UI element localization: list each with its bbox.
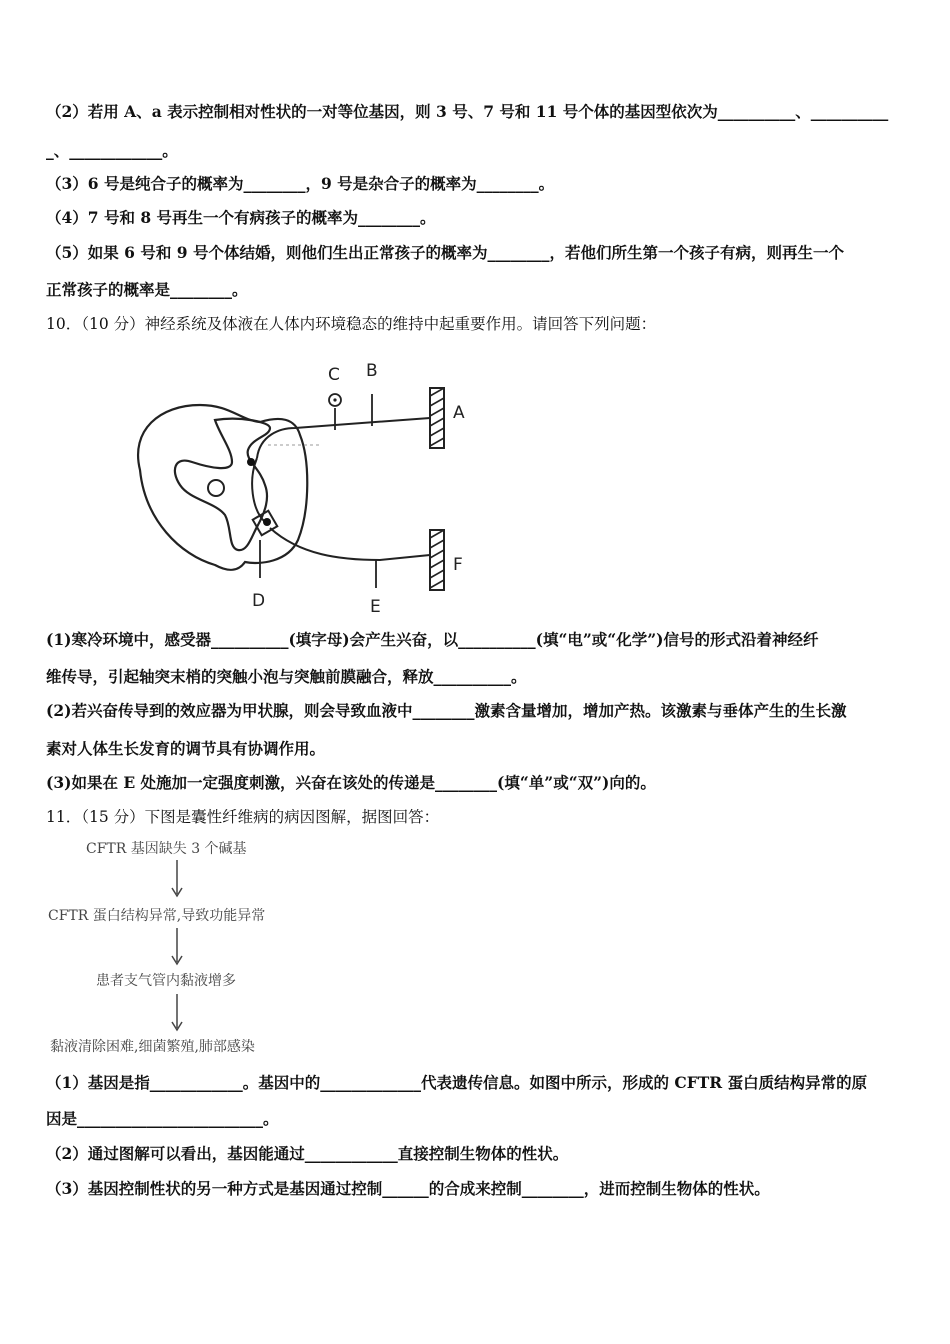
afferent-fiber	[257, 418, 430, 458]
flow-arrow-2	[170, 928, 184, 966]
q9-part5-line1: （5）如果 6 号和 9 号个体结婚，则他们生出正常孩子的概率为________，若他们所生第一个孩子有病，则再生一个	[46, 243, 844, 262]
q9-part3: （3）6 号是纯合子的概率为________，9 号是杂合子的概率为________。	[46, 174, 555, 193]
q10-part3: (3)如果在 E 处施加一定强度刺激，兴奋在该处的传递是________(填“单”或“双”)向的。	[46, 773, 656, 792]
flow-arrow-1	[170, 860, 184, 898]
q11-title: 11．（15 分）下图是囊性纤维病的病因图解，据图回答：	[46, 808, 440, 826]
label-b: B	[366, 361, 378, 381]
flow-step-2: CFTR 蛋白结构异常,导致功能异常	[48, 908, 266, 924]
reflex-arc-diagram	[120, 350, 480, 620]
efferent-fiber	[270, 528, 430, 560]
q10-part1-line2: 维传导，引起轴突末梢的突触小泡与突触前膜融合，释放__________。	[46, 667, 527, 686]
label-c: C	[328, 365, 340, 385]
label-a: A	[453, 403, 465, 423]
structure-a	[430, 388, 444, 448]
label-d: D	[252, 591, 266, 611]
structure-f	[430, 530, 444, 590]
q9-part4: （4）7 号和 8 号再生一个有病孩子的概率为________。	[46, 208, 436, 227]
q10-part2-line1: (2)若兴奋传导到的效应器为甲状腺，则会导致血液中________激素含量增加，增加产热。该激素与垂体产生的生长激	[46, 701, 847, 720]
flow-step-4: 黏液清除困难,细菌繁殖,肺部感染	[50, 1039, 255, 1055]
central-canal	[208, 480, 224, 496]
q10-part1-line1: (1)寒冷环境中，感受器__________(填字母)会产生兴奋，以__________(填“电”或“化学”)信号的形式沿着神经纤	[46, 630, 819, 649]
q9-part5-line2: 正常孩子的概率是________。	[46, 280, 248, 299]
flow-step-1: CFTR 基因缺失 3 个碱基	[86, 841, 247, 857]
q11-part2: （2）通过图解可以看出，基因能通过____________直接控制生物体的性状。	[46, 1144, 569, 1163]
flow-step-3: 患者支气管内黏液增多	[96, 973, 236, 989]
q10-part2-line2: 素对人体生长发育的调节具有协调作用。	[46, 739, 326, 758]
q11-part1-line1: （1）基因是指____________。基因中的_____________代表遗传信息。如图中所示，形成的 CFTR 蛋白质结构异常的原	[46, 1073, 868, 1092]
flow-arrow-3	[170, 994, 184, 1032]
synapse-dot-upper	[247, 458, 255, 466]
label-e: E	[370, 597, 381, 617]
label-f: F	[453, 555, 463, 575]
q9-part2-line1: （2）若用 A、a 表示控制相对性状的一对等位基因，则 3 号、7 号和 11 号个体的基因型依次为__________、__________	[46, 102, 889, 121]
q10-title: 10．（10 分）神经系统及体液在人体内环境稳态的维持中起重要作用。请回答下列问题：	[46, 315, 657, 333]
q9-part2-line2: _、____________。	[46, 141, 178, 160]
q11-part1-line2: 因是________________________。	[46, 1109, 279, 1128]
q11-part3: （3）基因控制性状的另一种方式是基因通过控制______的合成来控制________，进而控制生物体的性状。	[46, 1179, 770, 1198]
